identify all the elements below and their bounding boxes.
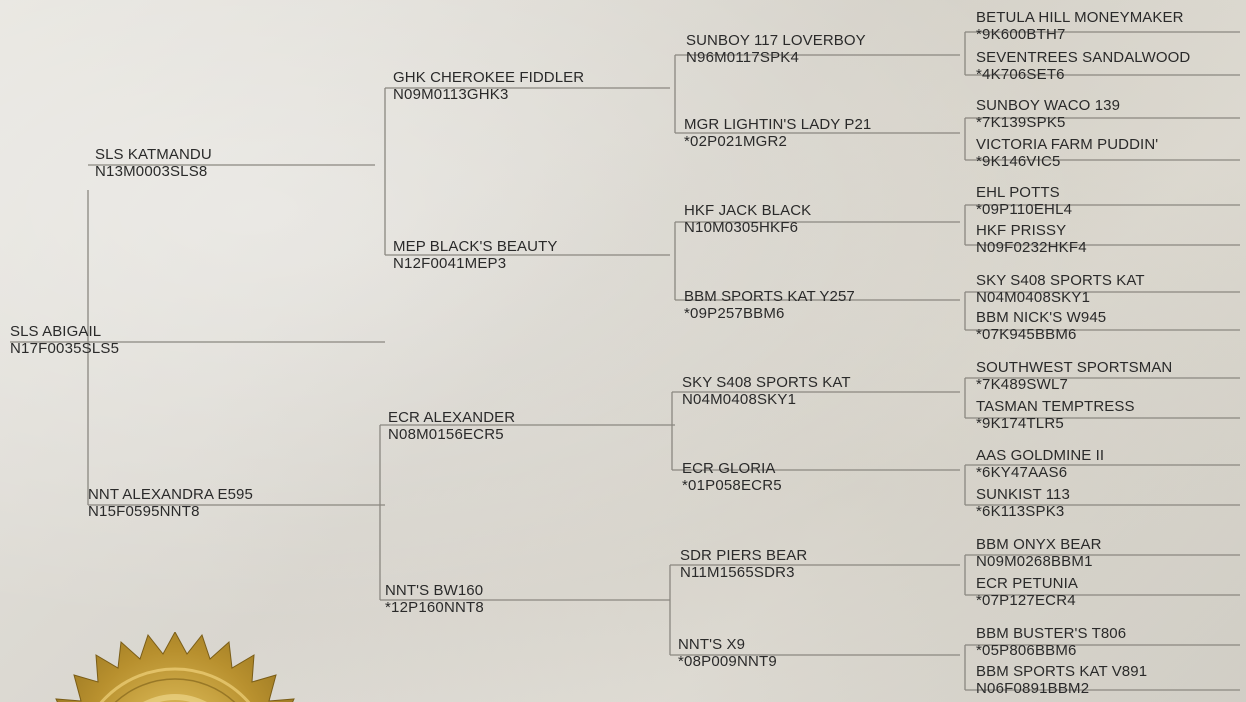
registration-number: N06F0891BBM2 [976,680,1090,697]
registration-number: *9K600BTH7 [976,26,1066,43]
animal-name: BETULA HILL MONEYMAKER [976,9,1184,26]
animal-name: NNT ALEXANDRA E595 [88,486,253,503]
great-grandparent-entry [678,636,777,670]
registration-number: *9K146VIC5 [976,153,1061,170]
great-great-grandparent-entry [976,136,1158,170]
registration-number: *4K706SET6 [976,66,1065,83]
registration-number: N04M0408SKY1 [976,289,1091,306]
animal-name: HKF PRISSY [976,222,1067,239]
animal-name: EHL POTTS [976,184,1060,201]
great-great-grandparent-entry [976,486,1070,520]
grandparent-entry [388,409,515,443]
animal-name: ECR PETUNIA [976,575,1078,592]
gold-seal-icon [40,632,310,702]
great-great-grandparent-entry [976,398,1135,432]
registration-number: N09M0268BBM1 [976,553,1093,570]
great-great-grandparent-entry [976,184,1072,218]
registration-number: *12P160NNT8 [385,599,484,616]
animal-name: MEP BLACK'S BEAUTY [393,238,558,255]
great-great-grandparent-entry [976,9,1184,43]
animal-name: ECR ALEXANDER [388,409,516,426]
animal-name: SKY S408 SPORTS KAT [682,374,851,391]
animal-name: NNT'S BW160 [385,582,484,599]
great-great-grandparent-entry [976,97,1120,131]
animal-name: TASMAN TEMPTRESS [976,398,1135,415]
animal-name: SUNBOY 117 LOVERBOY [686,32,866,49]
great-great-grandparent-entry [976,222,1087,256]
animal-name: NNT'S X9 [678,636,746,653]
registration-number: N08M0156ECR5 [388,426,504,443]
animal-name: MGR LIGHTIN'S LADY P21 [684,116,872,133]
registration-number: N11M1565SDR3 [680,564,795,581]
great-grandparent-entry [684,116,871,150]
registration-number: *6K113SPK3 [976,503,1065,520]
great-great-grandparent-entry [976,575,1078,609]
registration-number: *08P009NNT9 [678,653,777,670]
animal-name: GHK CHEROKEE FIDDLER [393,69,585,86]
registration-number: *9K174TLR5 [976,415,1064,432]
registration-number: N13M0003SLS8 [95,163,208,180]
registration-number: N96M0117SPK4 [686,49,800,66]
registration-number: *09P110EHL4 [976,201,1073,218]
animal-name: SOUTHWEST SPORTSMAN [976,359,1173,376]
great-great-grandparent-entry [976,536,1102,570]
animal-name: ECR GLORIA [682,460,776,477]
registration-number: *07K945BBM6 [976,326,1077,343]
grandparent-entry [385,582,484,616]
animal-name: SUNBOY WACO 139 [976,97,1121,114]
great-grandparent-entry [684,288,855,322]
registration-number: N17F0035SLS5 [10,340,120,357]
animal-name: BBM ONYX BEAR [976,536,1102,553]
great-great-grandparent-entry [976,447,1104,481]
registration-number: *7K489SWL7 [976,376,1069,393]
registration-number: N09M0113GHK3 [393,86,509,103]
animal-name: VICTORIA FARM PUDDIN' [976,136,1159,153]
animal-name: SUNKIST 113 [976,486,1070,503]
animal-name: BBM SPORTS KAT V891 [976,663,1148,680]
registration-number: *09P257BBM6 [684,305,785,322]
animal-name: BBM BUSTER'S T806 [976,625,1127,642]
animal-name: HKF JACK BLACK [684,202,812,219]
registration-number: N04M0408SKY1 [682,391,797,408]
animal-name: AAS GOLDMINE II [976,447,1105,464]
animal-name: BBM NICK'S W945 [976,309,1107,326]
registration-number: *05P806BBM6 [976,642,1077,659]
sire-entry [95,146,212,180]
registration-number: *02P021MGR2 [684,133,788,150]
great-great-grandparent-entry [976,663,1147,697]
great-grandparent-entry [682,460,782,494]
great-grandparent-entry [686,32,866,66]
animal-name: BBM SPORTS KAT Y257 [684,288,855,305]
registration-number: *7K139SPK5 [976,114,1066,131]
registration-number: *01P058ECR5 [682,477,782,494]
dam-entry [88,486,253,520]
animal-name: SLS ABIGAIL [10,323,102,340]
grandparent-entry [393,69,584,103]
great-great-grandparent-entry [976,272,1145,306]
animal-name: SDR PIERS BEAR [680,547,808,564]
great-great-grandparent-entry [976,359,1172,393]
great-grandparent-entry [684,202,811,236]
great-great-grandparent-entry [976,309,1106,343]
great-grandparent-entry [680,547,807,581]
subject-entry [10,323,119,357]
great-great-grandparent-entry [976,49,1190,83]
registration-number: N15F0595NNT8 [88,503,200,520]
animal-name: SLS KATMANDU [95,146,212,163]
great-grandparent-entry [682,374,851,408]
registration-number: N10M0305HKF6 [684,219,799,236]
registration-number: N09F0232HKF4 [976,239,1087,256]
animal-name: SKY S408 SPORTS KAT [976,272,1145,289]
registration-number: N12F0041MEP3 [393,255,507,272]
great-great-grandparent-entry [976,625,1126,659]
registration-number: *07P127ECR4 [976,592,1076,609]
animal-name: SEVENTREES SANDALWOOD [976,49,1191,66]
grandparent-entry [393,238,557,272]
registration-number: *6KY47AAS6 [976,464,1068,481]
